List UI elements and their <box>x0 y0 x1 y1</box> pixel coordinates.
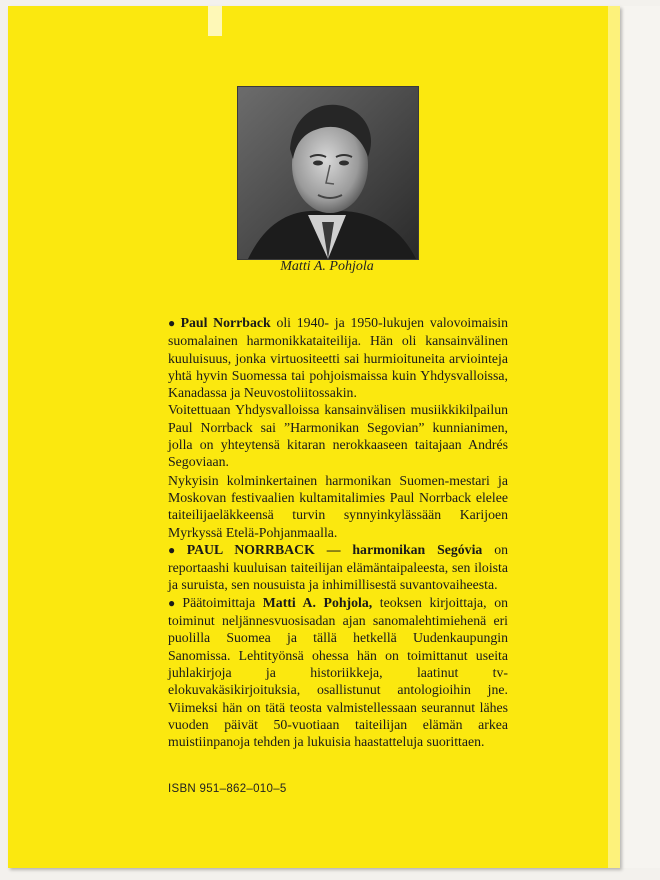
paragraph-5 <box>168 594 508 751</box>
author-name-bold: Matti A. Pohjola, <box>262 594 373 610</box>
paragraph-2 <box>168 401 508 470</box>
paragraph-3 <box>168 472 508 541</box>
paragraph-1 <box>168 314 508 401</box>
paragraph-4 <box>168 541 508 594</box>
paragraph-text: Nykyisin kolminkertainen harmonikan Suomen-mestari ja Moskovan festivaalien kultamitalimies Paul Norrback elelee taiteilijaeläkkeensä turvin synnyinkylässään Karijoen Myrkyssä Etelä-Pohjanmaalla. <box>168 472 508 540</box>
paragraph-text: teoksen kirjoittaja, on toiminut neljännesvuosisadan ajan sanomalehtimiehenä eri puolilla Suomea ja tällä hetkellä Uudenkaupungin Sanomissa. Lehtityönsä ohessa hän on toimittanut useita juhlakirjoja ja historiikkeja, laatinut tv-elokuvakäsikirjoituksia, osallistunut antologioihin jne. Viimeksi hän on tätä teosta valmistellessaan seurannut lähes vuoden päivät 50-vuotiaan taiteilijan elämän arkea muistiinpanoja tehden ja lukuisia haastatteluja suorittaen. <box>168 594 508 750</box>
cover-wear-mark <box>208 6 222 36</box>
photo-caption: Matti A. Pohjola <box>280 259 374 274</box>
author-portrait-image <box>238 87 418 259</box>
bold-lead: Paul Norrback <box>180 315 271 330</box>
blurb-text <box>168 314 508 750</box>
cover-edge-wear <box>608 6 620 868</box>
paragraph-text: Voitettuaan Yhdysvalloissa kansainvälisen musiikkikilpailun Paul Norrback sai ”Harmonikan Segovian” kunnianimen, jolla on yhteytensä kitaran nerokkaaseen taitajaan Andrés Segoviaan. <box>168 402 508 470</box>
bullet-icon: ● <box>168 542 184 557</box>
paragraph-text: oli 1940- ja 1950-lukujen valovoimaisin suomalainen harmonikkataiteilija. Hän oli kansainvälinen kuuluisuus, jonka virtuositeetti sai hurmioituneita arviointeja yhtä hyvin Suomessa tai pohjoismaissa kuin Yhdysvalloissa, Kanadassa ja Neuvostoliitossakin. <box>168 315 509 401</box>
paragraph-text: on reportaashi kuuluisan taiteilijan elämäntaipaleesta, sen iloista ja suruista, sen nousuista ja inhimillisestä suvantovaiheesta. <box>168 541 509 593</box>
bullet-icon: ● <box>168 595 180 610</box>
bold-lead: PAUL NORRBACK — harmonikan Segóvia <box>186 541 483 557</box>
author-portrait <box>237 86 419 260</box>
bullet-icon: ● <box>168 316 178 330</box>
page-background-edge <box>620 6 660 868</box>
paragraph-pre: Päätoimittaja <box>182 594 263 610</box>
isbn-number: ISBN 951–862–010–5 <box>168 783 287 795</box>
